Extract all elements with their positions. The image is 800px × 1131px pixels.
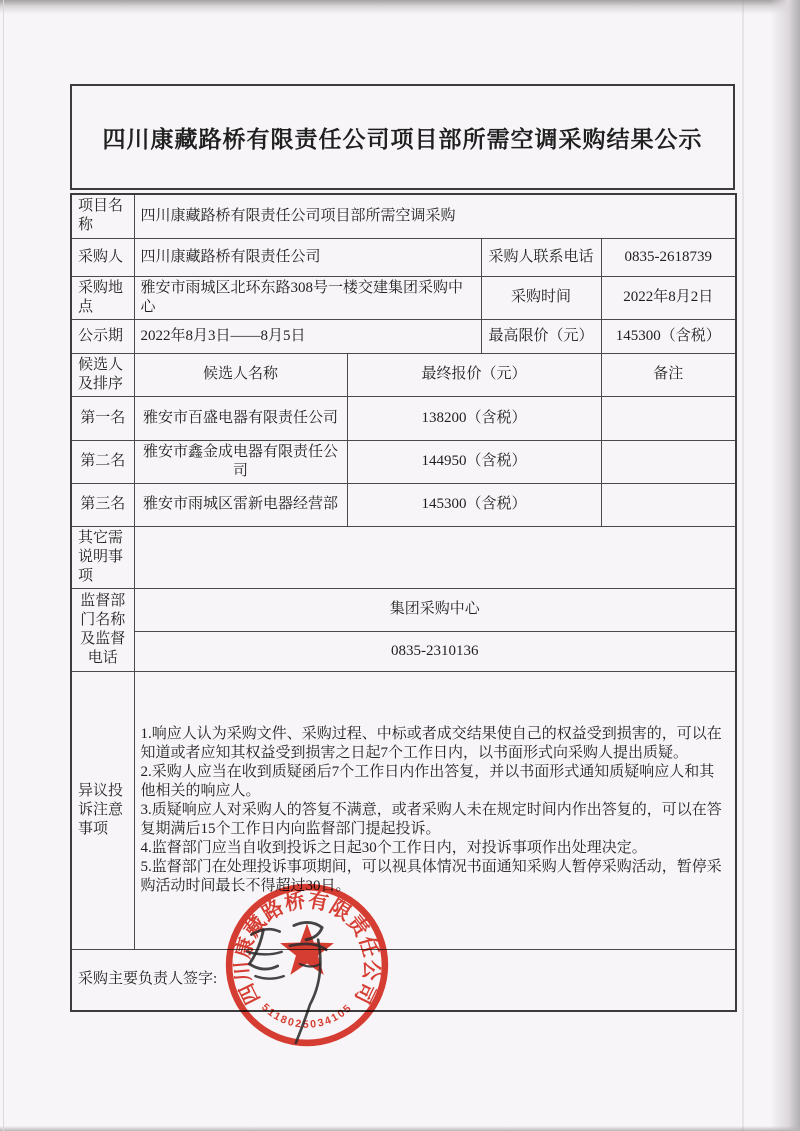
objection-item: 2.采购人应当在收到质疑函后7个工作日内作出答复，并以书面形式通知质疑响应人和其他相关的响应人。	[140, 763, 715, 799]
candidate-row	[71, 440, 736, 483]
supervision-phone-row	[71, 631, 736, 671]
buyer-value: 四川康藏路桥有限责任公司	[134, 238, 481, 276]
remark-cell	[601, 396, 736, 440]
project-name-value: 四川康藏路桥有限责任公司项目部所需空调采购	[134, 194, 736, 238]
rank-cell: 第二名	[71, 440, 134, 483]
table-row	[71, 276, 736, 319]
table-row	[71, 319, 736, 353]
location-label: 采购地点	[71, 276, 134, 319]
scan-edge-left	[3, 0, 4, 1131]
candidate-name-cell: 雅安市雨城区雷新电器经营部	[134, 483, 347, 526]
scan-edge-right	[770, 0, 800, 1131]
max-price-value: 145300（含税）	[601, 319, 736, 353]
rank-cell: 第三名	[71, 483, 134, 526]
candidate-name-header: 候选人名称	[134, 353, 347, 396]
title-box	[70, 84, 735, 190]
other-notes-row	[71, 526, 736, 588]
seal-number-text: 5118025034105	[259, 1001, 355, 1031]
signature-row	[71, 949, 736, 1011]
paper-fold-line	[742, 0, 744, 1131]
publicity-value: 2022年8月3日——8月5日	[134, 319, 481, 353]
table-row	[71, 194, 736, 238]
procurement-result-table	[70, 193, 737, 1012]
supervision-department: 集团采购中心	[134, 588, 736, 631]
other-notes-value	[134, 526, 736, 588]
objection-item: 5.监督部门在处理投诉事项期间，可以视具体情况书面通知采购人暂停采购活动，暂停采购活动时间最长不得超过30日。	[140, 858, 722, 894]
project-name-label: 项目名称	[71, 194, 134, 238]
location-value: 雅安市雨城区北环东路308号一楼交建集团采购中心	[134, 276, 481, 319]
scan-edge-top	[0, 0, 800, 14]
objection-item: 3.质疑响应人对采购人的答复不满意，或者采购人未在规定时间内作出答复的，可以在答复期满后15个工作日内向监督部门提起投诉。	[140, 801, 722, 837]
remark-cell	[601, 483, 736, 526]
candidate-row	[71, 396, 736, 440]
candidates-header-row	[71, 353, 736, 396]
candidate-row	[71, 483, 736, 526]
table-row	[71, 238, 736, 276]
candidate-name-cell: 雅安市鑫金成电器有限责任公司	[134, 440, 347, 483]
supervision-label: 监督部门名称及监督电话	[71, 588, 134, 671]
final-price-cell: 145300（含税）	[347, 483, 601, 526]
buyer-label: 采购人	[71, 238, 134, 276]
candidate-name-cell: 雅安市百盛电器有限责任公司	[134, 396, 347, 440]
final-price-cell: 144950（含税）	[347, 440, 601, 483]
rank-cell: 第一名	[71, 396, 134, 440]
objection-item: 1.响应人认为采购文件、采购过程、中标或者成交结果使自己的权益受到损害的，可以在知道或者应知其权益受到损害之日起7个工作日内，以书面形式向采购人提出质疑。	[140, 725, 722, 761]
document-title: 四川康藏路桥有限责任公司项目部所需空调采购结果公示	[102, 126, 703, 152]
supervision-phone: 0835-2310136	[134, 631, 736, 671]
objection-row	[71, 671, 736, 949]
buyer-phone-value: 0835-2618739	[601, 238, 736, 276]
remark-cell	[601, 440, 736, 483]
buyer-phone-label: 采购人联系电话	[481, 238, 601, 276]
publicity-label: 公示期	[71, 319, 134, 353]
supervision-row	[71, 588, 736, 631]
time-label: 采购时间	[481, 276, 601, 319]
objection-item: 4.监督部门应当自收到投诉之日起30个工作日内，对投诉事项作出处理决定。	[140, 839, 647, 856]
time-value: 2022年8月2日	[601, 276, 736, 319]
objection-label: 异议投诉注意事项	[71, 671, 134, 949]
company-seal	[221, 879, 393, 1051]
other-notes-label: 其它需说明事项	[71, 526, 134, 588]
max-price-label: 最高限价（元）	[481, 319, 601, 353]
remark-header: 备注	[601, 353, 736, 396]
final-price-header: 最终报价（元）	[347, 353, 601, 396]
scan-edge-bottom	[0, 1126, 800, 1131]
candidates-section-label: 候选人及排序	[71, 353, 134, 396]
signature-label: 采购主要负责人签字:	[71, 949, 736, 1011]
final-price-cell: 138200（含税）	[347, 396, 601, 440]
seal-company-text: 四川康藏路桥有限责任公司	[231, 889, 383, 1008]
